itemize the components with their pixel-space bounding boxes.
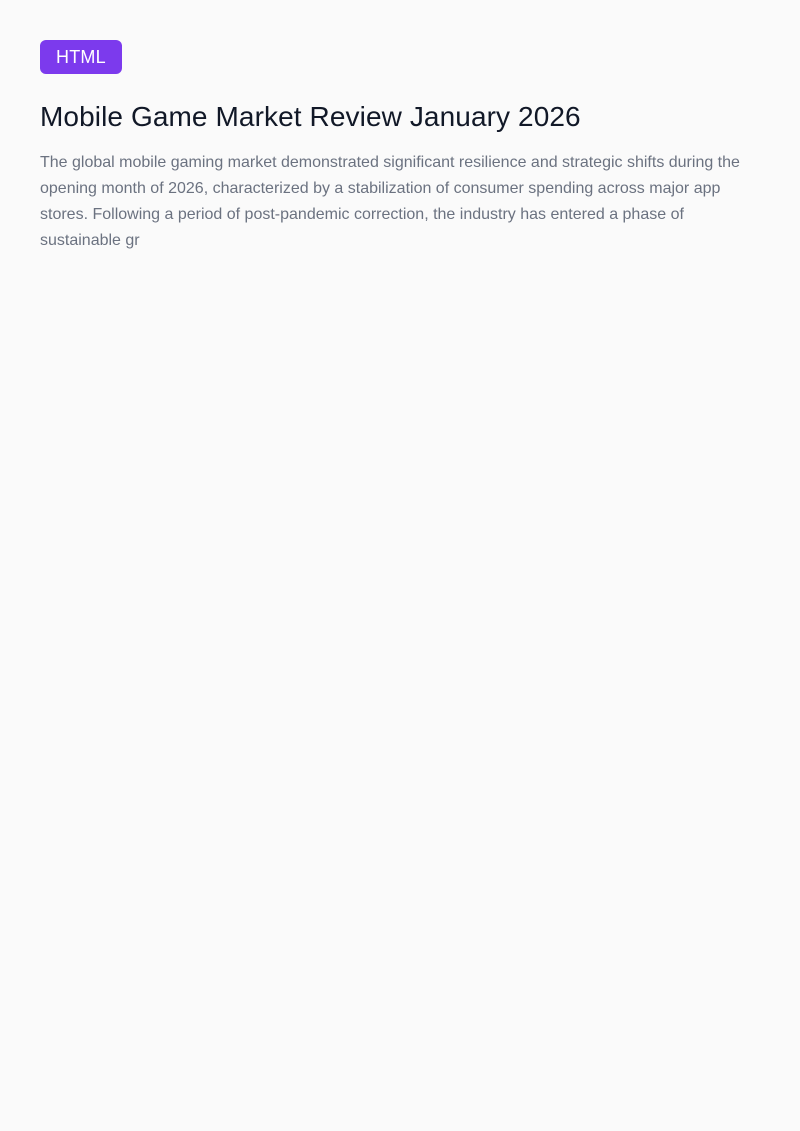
document-page — [0, 0, 800, 254]
format-badge: HTML — [40, 40, 122, 74]
page-title: Mobile Game Market Review January 2026 — [40, 101, 581, 132]
intro-paragraph: The global mobile gaming market demonstrated significant resilience and strategic shifts during the opening month of 2026, characterized by a stabilization of consumer spending across major app stores. Following a period of post-pandemic correction, the industry has entered a phase of sustainable gr — [40, 154, 740, 249]
